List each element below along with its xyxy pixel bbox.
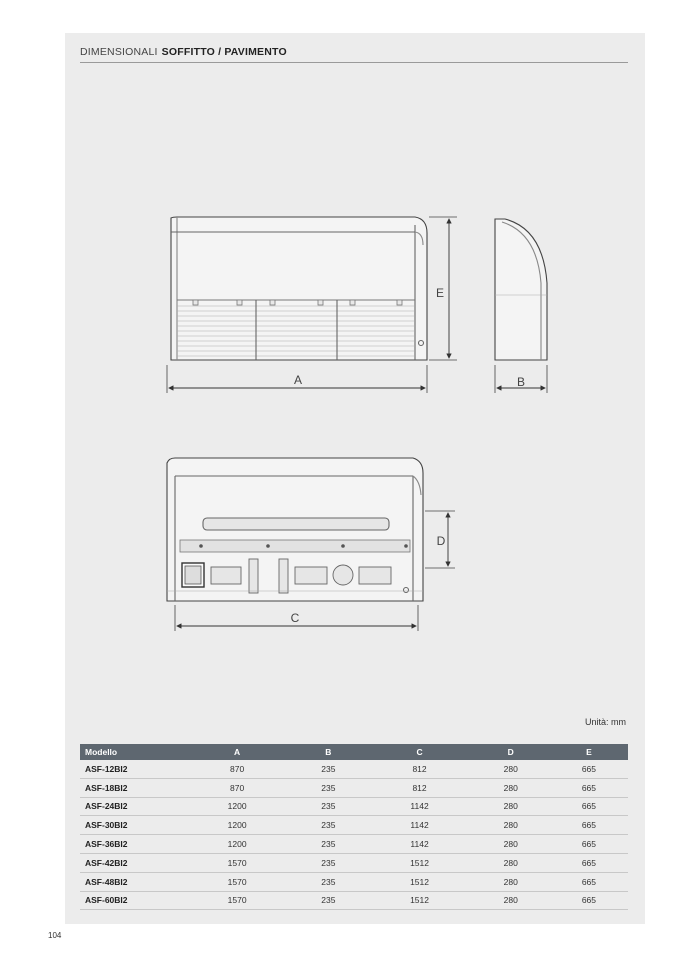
cell-b: 235 xyxy=(289,778,367,797)
table-row xyxy=(80,816,628,835)
cell-c: 1142 xyxy=(367,835,471,854)
dim-label-e: E xyxy=(435,286,445,300)
rear-view xyxy=(167,458,423,601)
front-view xyxy=(171,217,427,360)
cell-c: 1142 xyxy=(367,816,471,835)
cell-c: 1512 xyxy=(367,872,471,891)
cell-e: 665 xyxy=(550,760,628,778)
cell-b: 235 xyxy=(289,891,367,910)
cell-e: 665 xyxy=(550,891,628,910)
page-number: 104 xyxy=(48,931,62,940)
cell-a: 1200 xyxy=(185,816,289,835)
table-row xyxy=(80,778,628,797)
cell-a: 870 xyxy=(185,760,289,778)
col-header-b: B xyxy=(289,744,367,760)
cell-c: 812 xyxy=(367,778,471,797)
dim-label-b: B xyxy=(516,375,526,389)
col-header-model: Modello xyxy=(80,744,185,760)
heading-title: SOFFITTO / PAVIMENTO xyxy=(161,46,287,58)
dim-label-d: D xyxy=(436,534,446,548)
dimension-drawing xyxy=(65,33,645,693)
cell-model: ASF-48BI2 xyxy=(80,872,185,891)
cell-d: 280 xyxy=(472,760,550,778)
cell-c: 1512 xyxy=(367,853,471,872)
cell-a: 1200 xyxy=(185,797,289,816)
cell-a: 1570 xyxy=(185,853,289,872)
unit-label: Unità: mm xyxy=(585,717,627,727)
col-header-e: E xyxy=(550,744,628,760)
cell-model: ASF-30BI2 xyxy=(80,816,185,835)
cell-e: 665 xyxy=(550,778,628,797)
cell-d: 280 xyxy=(472,853,550,872)
cell-b: 235 xyxy=(289,853,367,872)
cell-model: ASF-36BI2 xyxy=(80,835,185,854)
cell-b: 235 xyxy=(289,760,367,778)
table-row xyxy=(80,760,628,778)
cell-model: ASF-18BI2 xyxy=(80,778,185,797)
cell-e: 665 xyxy=(550,853,628,872)
heading-label: DIMENSIONALI xyxy=(80,46,158,58)
cell-a: 870 xyxy=(185,778,289,797)
col-header-a: A xyxy=(185,744,289,760)
table-row xyxy=(80,853,628,872)
side-view xyxy=(495,219,547,360)
table-row xyxy=(80,891,628,910)
cell-c: 1142 xyxy=(367,797,471,816)
cell-model: ASF-60BI2 xyxy=(80,891,185,910)
table-row xyxy=(80,835,628,854)
cell-e: 665 xyxy=(550,816,628,835)
cell-d: 280 xyxy=(472,872,550,891)
cell-a: 1570 xyxy=(185,872,289,891)
cell-d: 280 xyxy=(472,816,550,835)
cell-c: 1512 xyxy=(367,891,471,910)
cell-d: 280 xyxy=(472,835,550,854)
dim-label-c: C xyxy=(290,611,300,625)
cell-e: 665 xyxy=(550,872,628,891)
cell-d: 280 xyxy=(472,797,550,816)
cell-model: ASF-12BI2 xyxy=(80,760,185,778)
cell-d: 280 xyxy=(472,891,550,910)
table-row xyxy=(80,797,628,816)
cell-d: 280 xyxy=(472,778,550,797)
col-header-d: D xyxy=(472,744,550,760)
cell-b: 235 xyxy=(289,835,367,854)
cell-model: ASF-24BI2 xyxy=(80,797,185,816)
cell-e: 665 xyxy=(550,797,628,816)
cell-b: 235 xyxy=(289,816,367,835)
table-header-row xyxy=(80,744,628,760)
cell-a: 1200 xyxy=(185,835,289,854)
cell-b: 235 xyxy=(289,872,367,891)
dim-label-a: A xyxy=(293,373,303,387)
cell-a: 1570 xyxy=(185,891,289,910)
col-header-c: C xyxy=(367,744,471,760)
dimensions-table xyxy=(80,744,628,910)
cell-b: 235 xyxy=(289,797,367,816)
table-row xyxy=(80,872,628,891)
cell-e: 665 xyxy=(550,835,628,854)
content-panel xyxy=(65,33,645,924)
cell-model: ASF-42BI2 xyxy=(80,853,185,872)
cell-c: 812 xyxy=(367,760,471,778)
